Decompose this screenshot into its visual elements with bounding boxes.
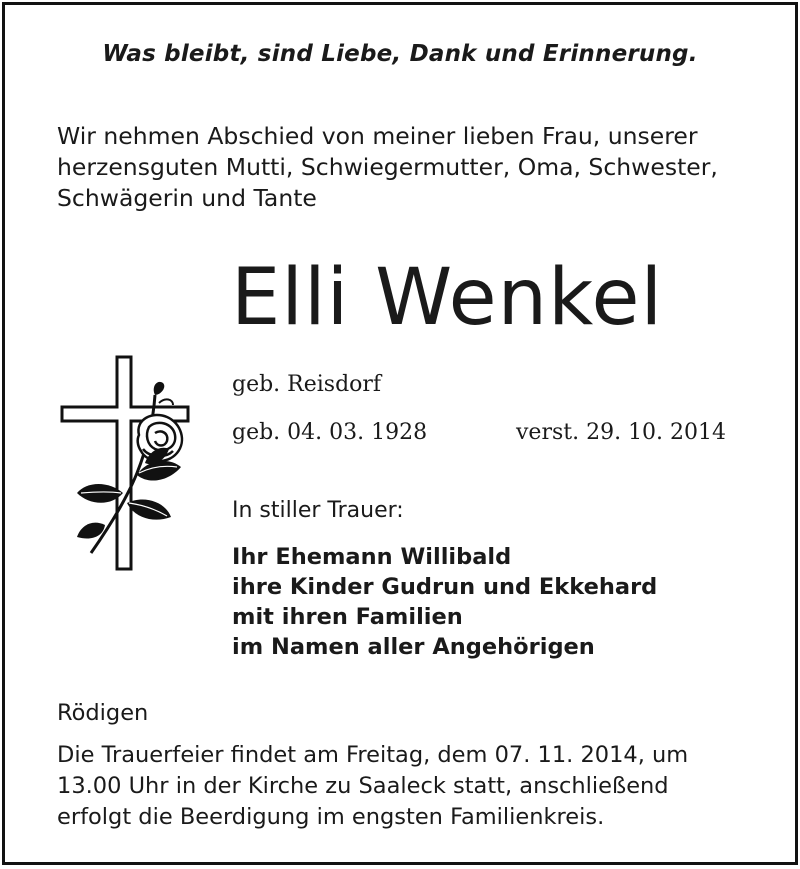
obituary-frame — [2, 2, 798, 865]
cross-with-rose-icon — [57, 353, 197, 575]
funeral-line: 13.00 Uhr in der Kirche zu Saaleck statt, anschließend — [57, 773, 669, 799]
date-of-death: verst. 29. 10. 2014 — [516, 420, 727, 445]
funeral-line: erfolgt die Beerdigung im engsten Familienkreis. — [57, 804, 605, 830]
mourner-line: ihre Kinder Gudrun und Ekkehard — [232, 574, 658, 600]
deceased-name: Elli Wenkel — [231, 253, 664, 343]
birth-name: geb. Reisdorf — [232, 372, 382, 397]
funeral-line: Die Trauerfeier findet am Freitag, dem 07. 11. 2014, um — [57, 742, 689, 768]
intro-line: herzensguten Mutti, Schwiegermutter, Oma, Schwester, — [57, 153, 718, 181]
funeral-notice — [57, 740, 777, 833]
date-of-birth: geb. 04. 03. 1928 — [232, 420, 428, 445]
mourner-line: Ihr Ehemann Willibald — [232, 544, 512, 570]
mourning-label: In stiller Trauer: — [232, 498, 404, 523]
intro-line: Wir nehmen Abschied von meiner lieben Frau, unserer — [57, 122, 698, 150]
mourner-line: im Namen aller Angehörigen — [232, 634, 595, 660]
intro-line: Schwägerin und Tante — [57, 184, 317, 212]
mourners-list — [232, 542, 657, 662]
intro-text — [57, 121, 777, 214]
mourner-line: mit ihren Familien — [232, 604, 463, 630]
location: Rödigen — [57, 700, 149, 726]
motto: Was bleibt, sind Liebe, Dank und Erinnerung. — [102, 41, 698, 67]
